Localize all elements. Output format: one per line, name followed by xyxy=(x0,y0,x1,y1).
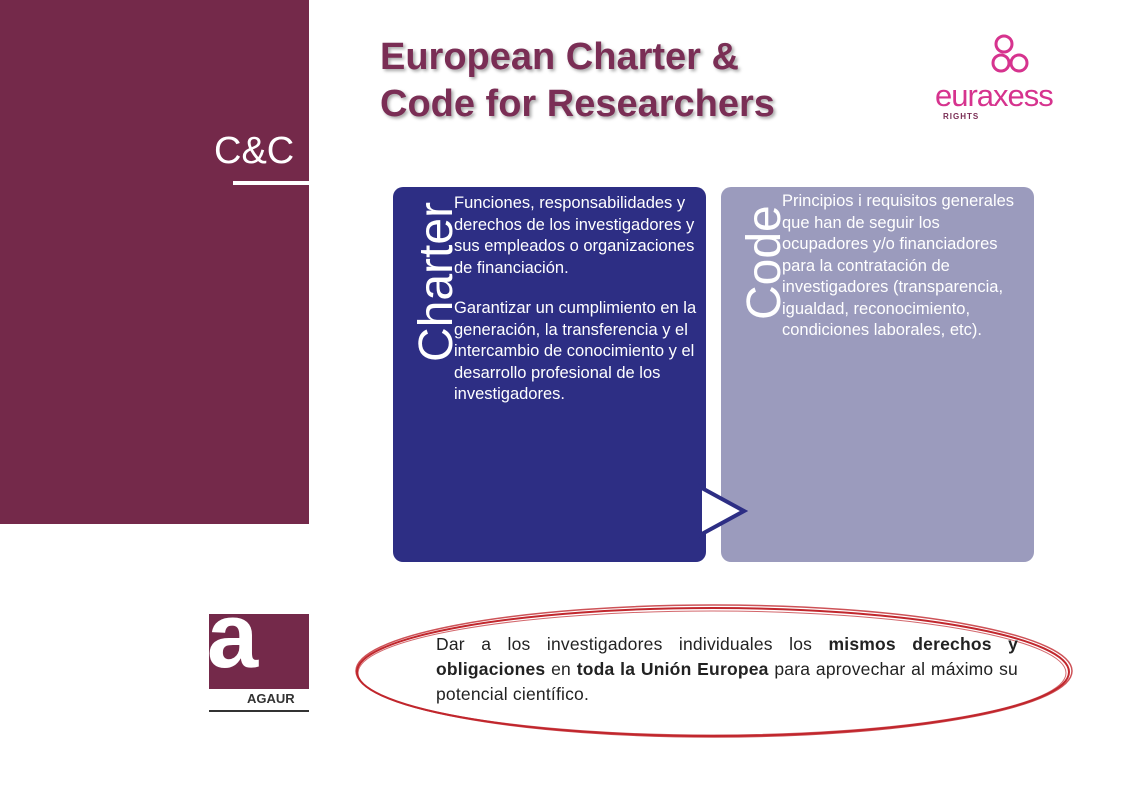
euraxess-wordmark: euraxess xyxy=(935,78,1053,113)
charter-paragraph-1: Funciones, responsabilidades y derechos de los investigadores y sus empleados o organizaciones de financiación. xyxy=(454,194,695,277)
agaur-logo xyxy=(207,585,309,714)
title-line-2: Code for Researchers xyxy=(380,83,775,125)
agaur-logo-text: AGAUR xyxy=(247,691,295,706)
summary-part-1: Dar a los investigadores individuales los xyxy=(436,634,829,654)
arrow-right-icon xyxy=(692,483,748,539)
title-line-1: European Charter & xyxy=(380,36,739,78)
charter-paragraph-2: Garantizar un cumplimiento en la generación, la transferencia y el intercambio de conocimiento y el desarrollo profesional de los investigadores. xyxy=(454,299,697,403)
summary-bold-1: mismos derechos y obligaciones xyxy=(436,634,1018,679)
rings-icon xyxy=(989,32,1035,78)
page-title xyxy=(380,34,775,128)
charter-title-text: Charter xyxy=(410,201,463,362)
sidebar-panel xyxy=(0,0,309,524)
summary-bold-2: toda la Unión Europea xyxy=(576,659,769,679)
euraxess-subtitle: RIGHTS xyxy=(943,112,980,121)
agaur-logo-letter: a xyxy=(207,585,259,687)
summary-part-2: en xyxy=(545,659,577,679)
code-title-text: Code xyxy=(738,205,791,320)
agaur-logo-block xyxy=(207,585,309,689)
summary-text xyxy=(436,632,1018,707)
summary-part-3: para aprovechar al máximo su potencial científico. xyxy=(436,659,1018,704)
agaur-logo-line xyxy=(209,710,309,712)
code-description: Principios i requisitos generales que han de seguir los ocupadores y/o financiadores para la contratación de investigadores (transparencia, igualdad, reconocimiento, condiciones laborales, etc). xyxy=(782,192,1015,339)
charter-description xyxy=(454,193,699,425)
sidebar-underline xyxy=(233,181,309,185)
euraxess-logo xyxy=(935,32,1075,124)
sidebar-label: C&C xyxy=(214,130,295,172)
